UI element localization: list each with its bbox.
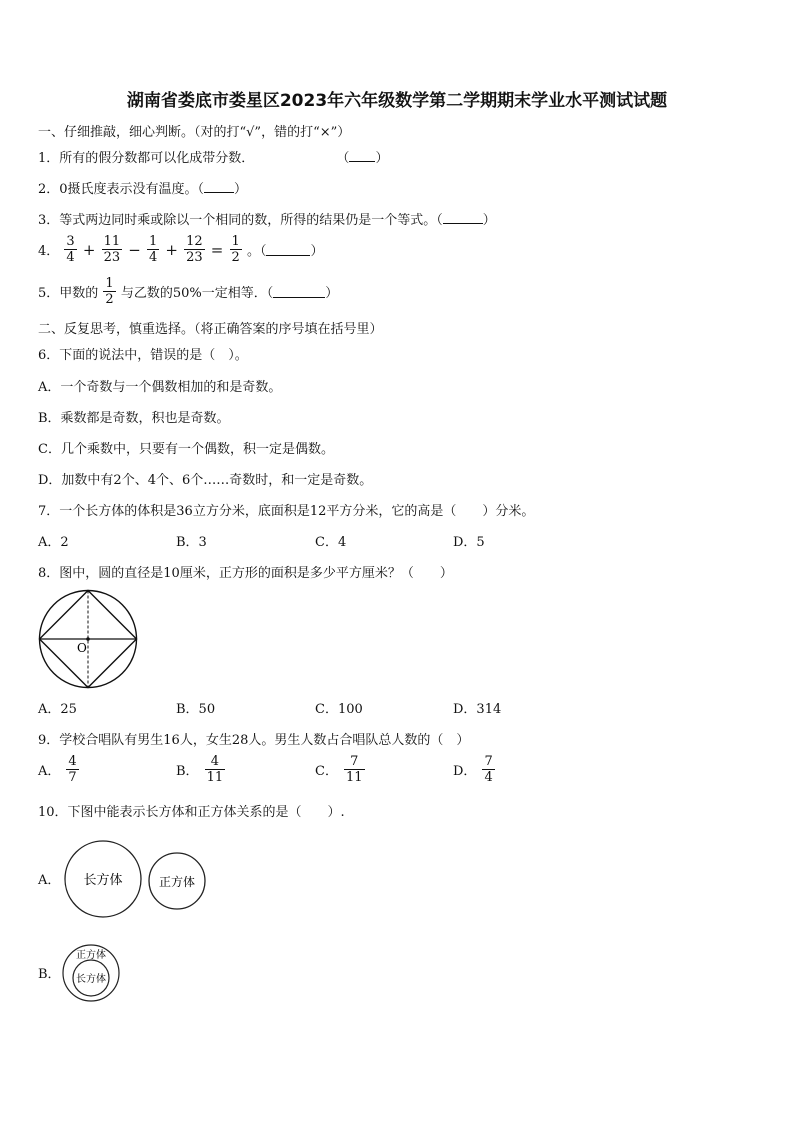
question-9-option-a[interactable]: A． $\frac{4}{7}$ [38,754,77,785]
question-10-option-b-label[interactable]: B． [38,967,61,982]
question-6-option-d[interactable]: D．加数中有2个、4个、6个……奇数时，和一定是奇数。 [38,473,373,488]
question-3 [38,209,496,228]
question-7-option-a[interactable]: A．2 [38,535,69,550]
question-1-paren-close: ） [375,151,389,166]
question-1 [38,147,388,166]
question-9-option-d[interactable]: D． $\frac{7}{4}$ [453,754,493,785]
section-2-heading: 二、反复思考，慎重选择。（将正确答案的序号填在括号里） [38,322,383,337]
fraction: $\frac{11}{23}$ [103,234,121,265]
question-8-option-c[interactable]: C．100 [315,702,363,717]
question-4-number: 4． [38,244,60,259]
plus-sign: + [82,240,96,259]
question-3-paren-close: ） [482,213,496,228]
inner-label: 长方体 [76,974,106,985]
question-8-option-d[interactable]: D．314 [453,702,502,717]
page-title: 湖南省娄底市娄星区2023年六年级数学第二学期期末学业水平测试试题 [126,91,668,111]
fraction: $\frac{7}{4}$ [484,754,493,785]
question-3-answer-blank[interactable] [443,211,483,224]
question-8: 8．图中，圆的直径是10厘米，正方形的面积是多少平方厘米？（ ） [38,566,453,581]
cuboid-label: 长方体 [83,873,123,888]
outer-label: 正方体 [76,950,106,961]
question-2-text: 2．0摄氏度表示没有温度。（ [38,182,205,197]
question-5 [38,276,338,307]
minus-sign: − [128,240,141,259]
fraction: $\frac{7}{11}$ [345,754,363,785]
question-2-answer-blank[interactable] [204,180,234,193]
fraction: $\frac{1}{2}$ [105,276,114,307]
section-1-heading: 一、仔细推敲，细心判断。（对的打“√”，错的打“×”） [38,125,351,140]
question-9-option-c[interactable]: C． $\frac{7}{11}$ [315,754,363,785]
fraction: $\frac{4}{7}$ [68,754,77,785]
question-6-option-b[interactable]: B．乘数都是奇数，积也是奇数。 [38,411,230,426]
question-9-option-b[interactable]: B． $\frac{4}{11}$ [176,754,224,785]
question-6: 6．下面的说法中，错误的是（ ）。 [38,348,248,363]
question-2-paren-close: ） [234,182,248,197]
question-7-option-d[interactable]: D．5 [453,535,485,550]
question-4-tail: 。（ [246,244,267,259]
question-2 [38,178,247,197]
question-6-option-c[interactable]: C．几个乘数中，只要有一个偶数，积一定是偶数。 [38,442,334,457]
question-8-option-b[interactable]: B．50 [176,702,216,717]
circle-square-figure [38,588,138,690]
question-3-text: 3．等式两边同时乘或除以一个相同的数，所得的结果仍是一个等式。（ [38,213,443,228]
fraction: $\frac{3}{4}$ [66,234,75,265]
fraction: $\frac{1}{4}$ [148,234,158,265]
question-1-answer-blank[interactable] [349,149,375,162]
question-5-text-pre: 5．甲数的 [38,286,99,301]
fraction: $\frac{1}{2}$ [231,234,240,265]
question-1-paren-open: （ [336,151,350,166]
fraction: $\frac{4}{11}$ [206,754,224,785]
question-10-option-a-label[interactable]: A． [38,873,61,888]
plus-sign: + [165,240,178,259]
question-7: 7．一个长方体的体积是36立方分米，底面积是12平方分米，它的高是（ ）分米。 [38,504,535,519]
cube-label: 正方体 [158,875,196,889]
question-9: 9．学校合唱队有男生16人，女生28人。男生人数占合唱队总人数的（ ） [38,733,470,748]
question-10: 10．下图中能表示长方体和正方体关系的是（ ）. [38,805,345,820]
question-7-option-c[interactable]: C．4 [315,535,347,550]
option-a-venn-separate [60,834,210,924]
question-4 [38,234,323,265]
question-4-paren-close: ） [310,244,324,259]
question-1-text: 1．所有的假分数都可以化成带分数． [38,151,255,166]
question-5-text-post: 与乙数的50%一定相等．（ [120,286,274,301]
question-6-option-a[interactable]: A．一个奇数与一个偶数相加的和是奇数。 [38,380,282,395]
question-5-answer-blank[interactable] [273,285,325,298]
fraction: $\frac{12}{23}$ [186,234,203,265]
question-5-paren-close: ） [325,286,339,301]
equals-sign: = [210,240,224,259]
option-b-venn-nested [60,942,126,1004]
question-7-option-b[interactable]: B．3 [176,535,207,550]
question-8-option-a[interactable]: A．25 [38,702,77,717]
center-label: O [77,641,87,655]
question-4-answer-blank[interactable] [266,243,310,256]
